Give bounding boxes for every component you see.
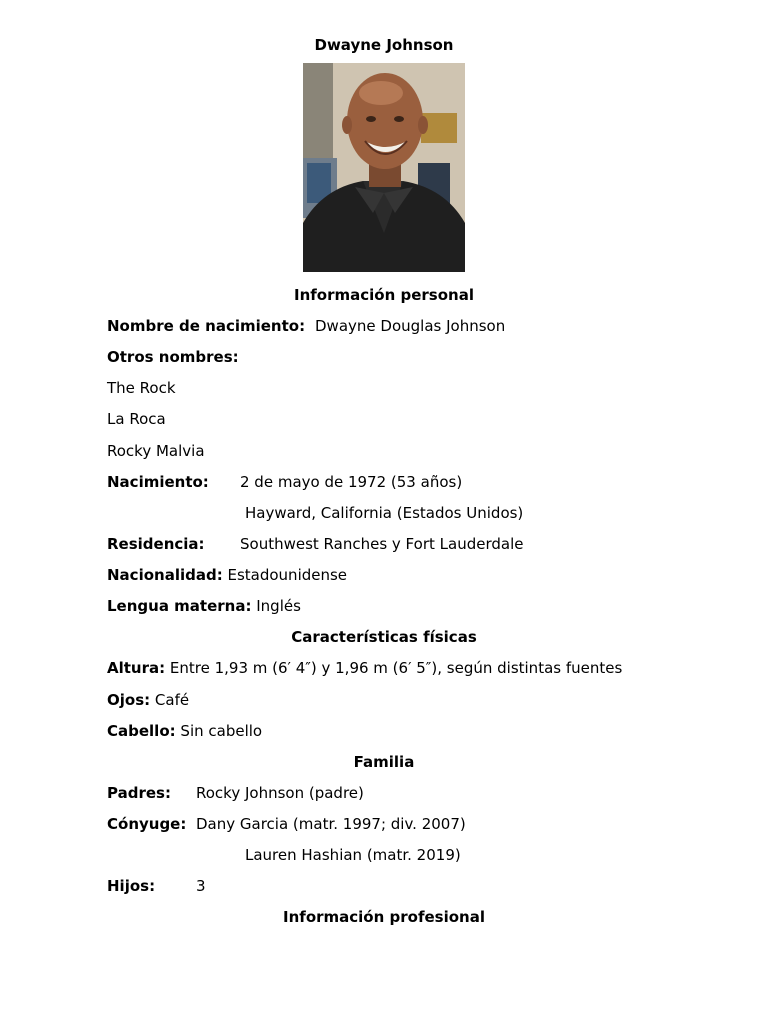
other-name-item: La Roca xyxy=(107,410,166,428)
other-name-item: Rocky Malvia xyxy=(107,442,205,460)
residence-label: Residencia: xyxy=(107,535,205,553)
height-label: Altura: xyxy=(107,659,166,677)
hair-row xyxy=(107,722,262,740)
birth-date: 2 de mayo de 1972 (53 años) xyxy=(240,473,463,491)
hair-value: Sin cabello xyxy=(180,722,263,740)
height-value: Entre 1,93 m (6′ 4″) y 1,96 m (6′ 5″), según distintas fuentes xyxy=(169,659,623,677)
portrait-photo xyxy=(303,63,465,272)
residence-value: Southwest Ranches y Fort Lauderdale xyxy=(240,535,524,553)
section-heading-professional: Información profesional xyxy=(283,908,485,926)
spouse-item: Lauren Hashian (matr. 2019) xyxy=(245,846,461,864)
birth-label: Nacimiento: xyxy=(107,473,209,491)
birth-name-value: Dwayne Douglas Johnson xyxy=(315,317,506,335)
parents-value: Rocky Johnson (padre) xyxy=(196,784,364,802)
height-row xyxy=(107,659,622,677)
birth-name-label: Nombre de nacimiento: xyxy=(107,317,306,335)
eyes-label: Ojos: xyxy=(107,691,151,709)
birth-place: Hayward, California (Estados Unidos) xyxy=(245,504,524,522)
spouse-label: Cónyuge: xyxy=(107,815,187,833)
children-label: Hijos: xyxy=(107,877,156,895)
page-title: Dwayne Johnson xyxy=(314,36,454,54)
eyes-row xyxy=(107,691,189,709)
nationality-label: Nacionalidad: xyxy=(107,566,223,584)
section-heading-physical: Características físicas xyxy=(291,628,477,646)
portrait-image xyxy=(303,63,465,272)
nationality-row xyxy=(107,566,347,584)
parents-label: Padres: xyxy=(107,784,171,802)
other-names-label: Otros nombres: xyxy=(107,348,239,366)
section-heading-family: Familia xyxy=(353,753,415,771)
mother-tongue-row xyxy=(107,597,301,615)
mother-tongue-label: Lengua materna: xyxy=(107,597,252,615)
section-heading-personal: Información personal xyxy=(294,286,474,304)
mother-tongue-value: Inglés xyxy=(256,597,301,615)
spouse-item: Dany Garcia (matr. 1997; div. 2007) xyxy=(196,815,466,833)
children-value: 3 xyxy=(196,877,206,895)
eyes-value: Café xyxy=(154,691,190,709)
hair-label: Cabello: xyxy=(107,722,176,740)
other-name-item: The Rock xyxy=(107,379,176,397)
nationality-value: Estadounidense xyxy=(227,566,348,584)
